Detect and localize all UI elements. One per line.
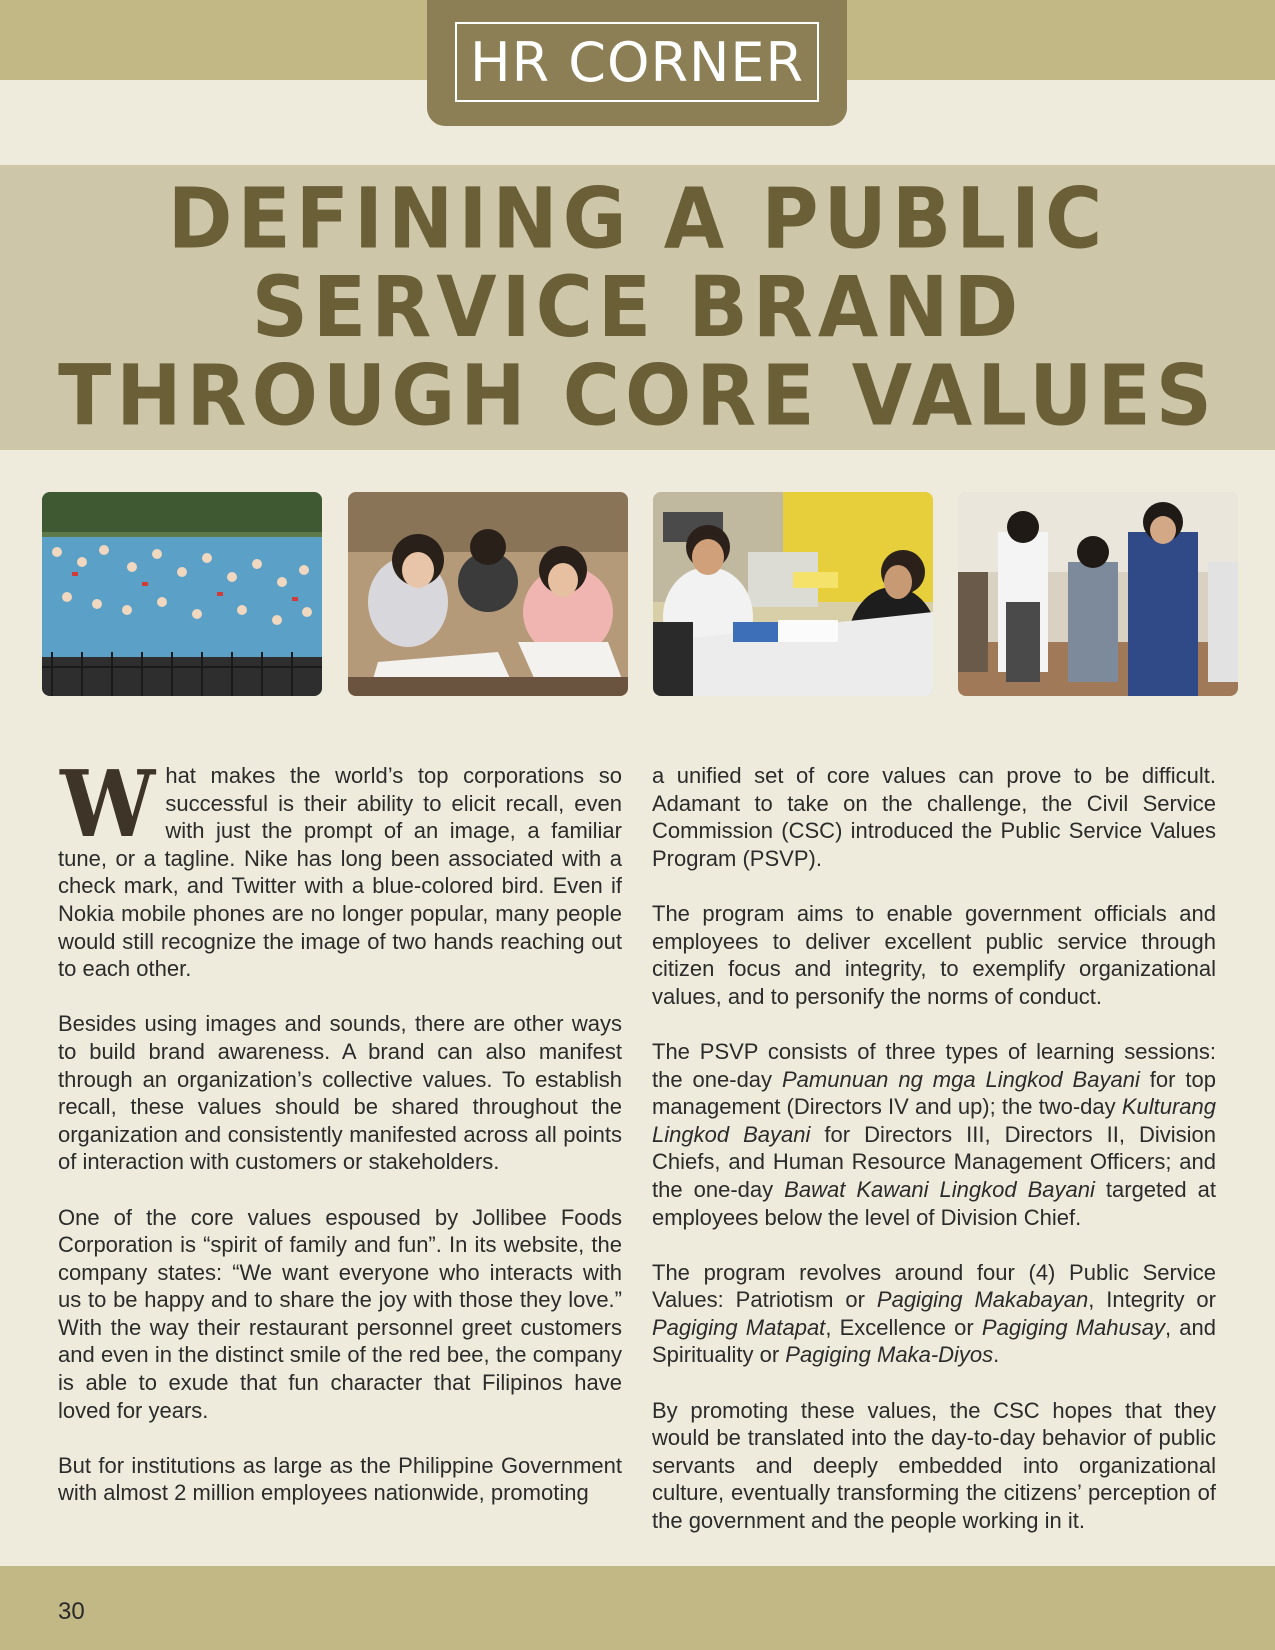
left-paragraph-1: What makes the world’s top corporations so successful is their ability to elicit recall, even with just the prompt of an image, a familiar tune, or a tagline. Nike has long been associated with a check mark, and Twitter with a blue-colored bird. Even if Nokia mobile phones are no longer popular, many people would still recognize the image of two hands reaching out to each other. bbox=[58, 750, 622, 982]
footer-band bbox=[0, 1566, 1275, 1650]
photo-exam bbox=[348, 492, 628, 696]
photo-counter bbox=[653, 492, 933, 696]
article-title bbox=[58, 170, 1217, 445]
photo-assembly bbox=[958, 492, 1238, 696]
drop-cap: W bbox=[60, 750, 156, 858]
left-paragraph-3: One of the core values espoused by Jollibee Foods Corporation is “spirit of family and fun”. In its website, the company states: “We want everyone who interacts with us to be happy and to share the joy with those they love.” With the way their restaurant personnel greet customers and even in the distinct smile of the red bee, the company is able to exude that fun character that Filipinos have loved for years. bbox=[58, 1204, 622, 1423]
title-band bbox=[0, 165, 1275, 450]
right-paragraph-5: By promoting these values, the CSC hopes that they would be translated into the day-to-day behavior of public servants and deeply embedded into organizational culture, eventually transforming the citizens’ perception of the government and the people working in it. bbox=[652, 1397, 1216, 1534]
article-right-column bbox=[652, 762, 1216, 1562]
right-paragraph-3: The PSVP consists of three types of learning sessions: the one-day Pamunuan ng mga Lingkod Bayani for top management (Directors IV and up); the two-day Kulturang Lingkod Bayani for Directors III, Directors II, Division Chiefs, and Human Resource Management Officers; and the one-day Bawat Kawani Lingkod Bayani targeted at employees below the level of Division Chief. bbox=[652, 1038, 1217, 1230]
article-left-column bbox=[58, 750, 622, 1535]
left-paragraph-2: Besides using images and sounds, there are other ways to build brand awareness. A brand can also manifest through an organization’s collective values. To establish recall, these values should be shared throughout the organization and consistently manifested across all points of interaction with customers or stakeholders. bbox=[58, 1011, 622, 1175]
title-line-3: THROUGH CORE VALUES bbox=[58, 347, 1217, 445]
right-paragraph-2: The program aims to enable government officials and employees to deliver excellent public service through citizen focus and integrity, to exemplify organizational values, and to personify the norms of conduct. bbox=[652, 900, 1216, 1009]
left-paragraph-4: But for institutions as large as the Philippine Government with almost 2 million employees nationwide, promoting bbox=[58, 1452, 622, 1506]
title-line-2: SERVICE BRAND bbox=[251, 258, 1024, 357]
page-number: 30 bbox=[58, 1598, 85, 1625]
right-paragraph-4: The program revolves around four (4) Public Service Values: Patriotism or Pagiging Makabayan, Integrity or Pagiging Matapat, Excellence or Pagiging Mahusay, and Spirituality or Pagiging Maka-Diyos. bbox=[652, 1259, 1216, 1368]
section-tab bbox=[427, 0, 847, 126]
section-label: HR CORNER bbox=[455, 22, 819, 102]
right-paragraph-1: a unified set of core values can prove to be difficult. Adamant to take on the challenge, the Civil Service Commission (CSC) introduced the Public Service Values Program (PSVP). bbox=[652, 763, 1216, 871]
photo-parade bbox=[42, 492, 322, 696]
title-line-1: DEFINING A PUBLIC bbox=[167, 170, 1108, 268]
